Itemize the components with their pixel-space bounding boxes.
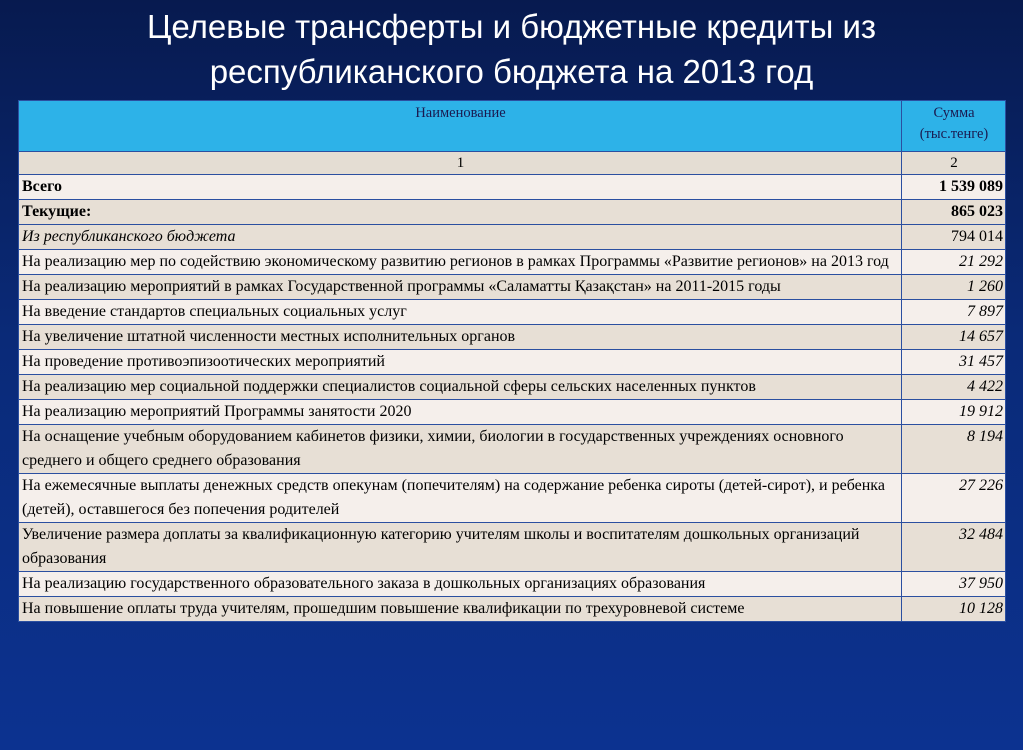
table-row	[19, 523, 1006, 572]
column-index-1: 1	[19, 152, 902, 175]
row-sum: 31 457	[902, 350, 1006, 375]
row-name: На оснащение учебным оборудованием кабинетов физики, химии, биологии в государственных учреждениях основного среднего и общего среднего образования	[19, 425, 902, 474]
table-row	[19, 425, 1006, 474]
row-name: Всего	[19, 175, 902, 200]
row-name: На проведение противоэпизоотических мероприятий	[19, 350, 902, 375]
row-name: Из республиканского бюджета	[19, 225, 902, 250]
slide-title-line-1: Целевые трансферты и бюджетные кредиты из	[146, 8, 877, 45]
table-row	[19, 250, 1006, 275]
table-row	[19, 375, 1006, 400]
column-header-sum	[902, 101, 1006, 152]
row-sum: 19 912	[902, 400, 1006, 425]
row-name: На реализацию мер социальной поддержки специалистов социальной сферы сельских населенных пунктов	[19, 375, 902, 400]
column-index-2: 2	[902, 152, 1006, 175]
row-sum: 27 226	[902, 474, 1006, 523]
row-sum: 37 950	[902, 572, 1006, 597]
row-sum: 794 014	[902, 225, 1006, 250]
column-header-sum-line-1: Сумма	[933, 105, 975, 121]
row-name: Увеличение размера доплаты за квалификационную категорию учителям школы и воспитателям дошкольных организаций образования	[19, 523, 902, 572]
budget-table	[18, 100, 1006, 622]
table-row	[19, 572, 1006, 597]
row-sum: 21 292	[902, 250, 1006, 275]
row-name: На реализацию мероприятий Программы занятости 2020	[19, 400, 902, 425]
row-sum: 1 539 089	[902, 175, 1006, 200]
table-row	[19, 350, 1006, 375]
row-name: Текущие:	[19, 200, 902, 225]
row-name: На ежемесячные выплаты денежных средств опекунам (попечителям) на содержание ребенка сироты (детей-сирот), и ребенка (детей), оставшегося без попечения родителей	[19, 474, 902, 523]
table-row	[19, 300, 1006, 325]
row-name: На реализацию мероприятий в рамках Государственной программы «Саламатты Қазақстан» на 2011-2015 годы	[19, 275, 902, 300]
table-row	[19, 325, 1006, 350]
row-name: На реализацию мер по содействию экономическому развитию регионов в рамках Программы «Развитие регионов» на 2013 год	[19, 250, 902, 275]
table-row	[19, 400, 1006, 425]
slide-title	[0, 4, 1023, 94]
row-name: На повышение оплаты труда учителям, прошедшим повышение квалификации по трехуровневой системе	[19, 597, 902, 622]
table-row	[19, 275, 1006, 300]
column-header-sum-line-2: (тыс.тенге)	[919, 126, 989, 142]
row-sum: 7 897	[902, 300, 1006, 325]
row-name: На введение стандартов специальных социальных услуг	[19, 300, 902, 325]
table-row	[19, 597, 1006, 622]
row-sum: 865 023	[902, 200, 1006, 225]
row-sum: 14 657	[902, 325, 1006, 350]
table-header-row	[19, 101, 1006, 152]
table-row	[19, 474, 1006, 523]
slide-title-line-2: республиканского бюджета на 2013 год	[209, 53, 814, 90]
row-sum: 32 484	[902, 523, 1006, 572]
table-row-total	[19, 175, 1006, 200]
row-name: На реализацию государственного образовательного заказа в дошкольных организациях образования	[19, 572, 902, 597]
row-sum: 4 422	[902, 375, 1006, 400]
column-index-row	[19, 152, 1006, 175]
table-row-republican-budget	[19, 225, 1006, 250]
row-sum: 1 260	[902, 275, 1006, 300]
row-sum: 10 128	[902, 597, 1006, 622]
column-header-name: Наименование	[19, 101, 902, 152]
table-row-current	[19, 200, 1006, 225]
row-name: На увеличение штатной численности местных исполнительных органов	[19, 325, 902, 350]
row-sum: 8 194	[902, 425, 1006, 474]
